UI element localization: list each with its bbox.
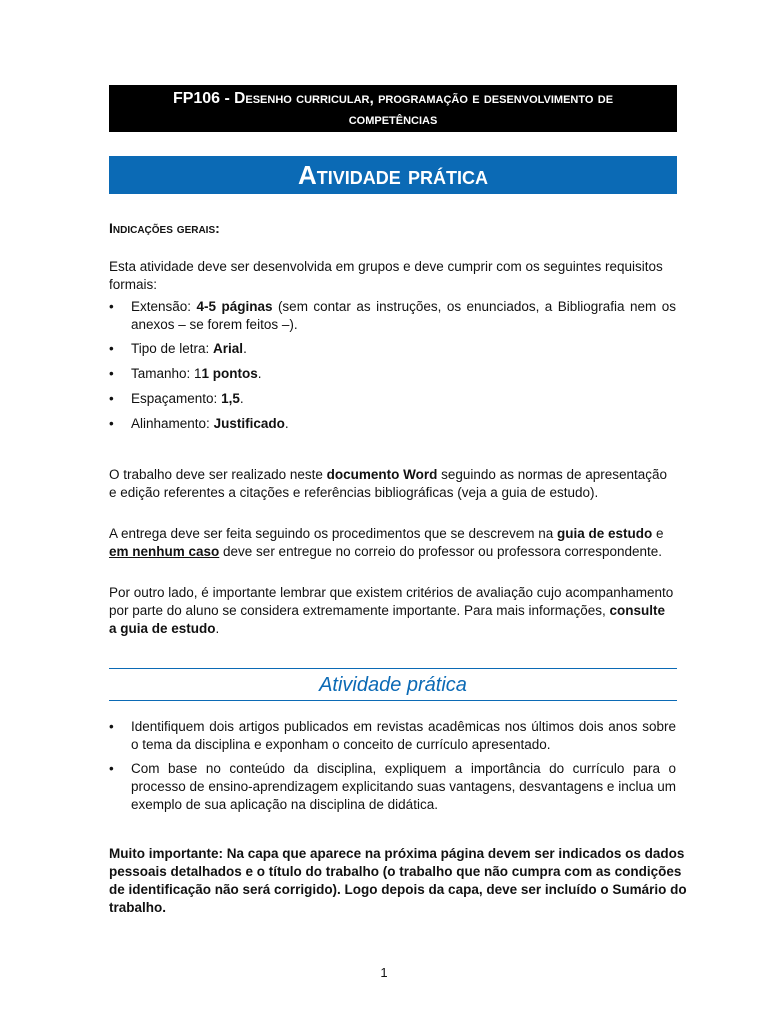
general-heading: Indicações gerais: — [109, 220, 220, 236]
course-name-part2: competências — [348, 111, 438, 128]
section-rule-bottom — [109, 700, 677, 701]
document-title: Atividade prática — [109, 156, 677, 194]
activity-heading: Atividade prática — [319, 674, 467, 696]
list-item: • Tipo de letra: Arial. — [109, 341, 247, 356]
list-item: • Identifiquem dois artigos publicados em revistas acadêmicas nos últimos dois anos sobre o tema da disciplina e exponham o conceito de currículo apresentado. — [109, 719, 676, 752]
section-rule-top — [109, 668, 677, 669]
general-intro: Esta atividade deve ser desenvolvida em grupos e deve cumprir com os seguintes requisitos formais: — [109, 259, 663, 292]
course-header — [109, 85, 677, 132]
list-item: • Com base no conteúdo da disciplina, expliquem a importância do currículo para o processo de ensino-aprendizagem explicitando suas vantagens, desvantagens e inclua um exemplo de sua aplicação na disciplina de didática. — [109, 761, 676, 812]
course-name-part1: Desenho curricular, programação e desenvolvimento de — [234, 90, 614, 107]
important-note: Muito importante: Na capa que aparece na próxima página devem ser indicados os dados pessoais detalhados e o título do trabalho (o trabalho que não cumpra com as condições de identificação não será corrigido). Logo depois da capa, deve ser incluído o Sumário do trabalho. — [109, 846, 687, 915]
list-item: • Alinhamento: Justificado. — [109, 416, 289, 431]
paragraph-evaluation: Por outro lado, é importante lembrar que existem critérios de avaliação cujo acompanhamento por parte do aluno se considera extremamente importante. Para mais informações, consulte a guia de estudo. — [109, 585, 674, 636]
activity-list — [109, 718, 676, 814]
list-item: • Espaçamento: 1,5. — [109, 391, 244, 406]
paragraph-delivery: A entrega deve ser feita seguindo os procedimentos que se descrevem na guia de estudo e em nenhum caso deve ser entregue no correio do professor ou professora correspondente. — [109, 526, 664, 559]
course-title-line1 — [109, 88, 677, 109]
requirements-list — [109, 298, 676, 433]
list-item: • Tamanho: 11 pontos. — [109, 366, 262, 381]
course-code: FP106 - — [172, 90, 230, 107]
paragraph-word-document: O trabalho deve ser realizado neste documento Word seguindo as normas de apresentação e edição referentes a citações e referências bibliográficas (veja a guia de estudo). — [109, 467, 668, 500]
list-item: • Extensão: 4-5 páginas (sem contar as instruções, os enunciados, a Bibliografia nem os anexos – se forem feitos –). — [109, 299, 676, 332]
page-number: 1 — [380, 965, 388, 980]
